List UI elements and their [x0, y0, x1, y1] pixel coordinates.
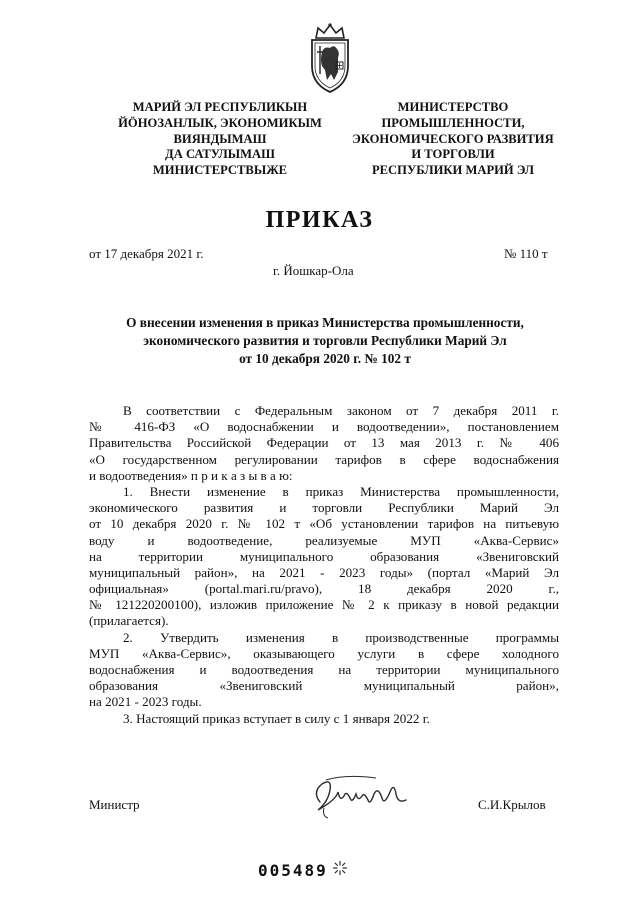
- header-right-line: И ТОРГОВЛИ: [411, 147, 495, 162]
- body-line: на 2021 - 2023 годы.: [89, 694, 202, 710]
- header-right-line: МИНИСТЕРСТВО: [397, 100, 509, 114]
- body-line: муниципальный район», на 2021 - 2023 годы» (портал «Марий Эл: [89, 564, 559, 580]
- header-left-line: МИНИСТЕРСТВЫЖЕ: [152, 163, 288, 178]
- document-date: от 17 декабря 2021 г.: [89, 246, 204, 261]
- body-line: 3. Настоящий приказ вступает в силу с 1 января 2022 г.: [123, 710, 430, 726]
- signatory-position: Министр: [89, 797, 140, 812]
- header-russian-name: [338, 100, 568, 179]
- asterisk-stamp-icon: [332, 860, 348, 876]
- body-line: воду и водоотведение, реализуемые МУП «Аква-Сервис»: [89, 532, 559, 548]
- body-line: 2. Утвердить изменения в производственные программы: [123, 629, 559, 645]
- document-body: [89, 403, 559, 727]
- header-left-line: ВИЯНДЫМАШ: [173, 131, 267, 146]
- body-line: (прилагается).: [89, 613, 169, 629]
- body-line: № 416-ФЗ «О водоснабжении и водоотведении», постановлением: [89, 419, 559, 435]
- document-city: г. Йошкар-Ола: [273, 263, 354, 278]
- document-subject: [80, 314, 570, 368]
- header-right-line: ПРОМЫШЛЕННОСТИ,: [381, 115, 525, 130]
- document-title: ПРИКАЗ: [265, 207, 374, 233]
- body-line: официальная» (portal.mari.ru/pravo), 18 декабря 2020 г.,: [89, 581, 559, 597]
- body-line: № 121220200100), изложив приложение № 2 к приказу в новой редакции: [89, 597, 559, 613]
- header-mari-name: [105, 100, 335, 179]
- header-left-line: ДА САТУЛЫМАШ: [165, 147, 275, 162]
- body-line: 1. Внести изменение в приказ Министерства промышленности,: [123, 483, 559, 499]
- body-line: В соответствии с Федеральным законом от 7 декабря 2011 г.: [123, 403, 559, 418]
- header-left-line: ЙӦНОЗАНЛЫК, ЭКОНОМИКЫМ: [118, 115, 322, 130]
- body-line: водоснабжения и водоотведения на территории муниципального: [89, 662, 559, 677]
- body-line: от 10 декабря 2020 г. № 102 т «Об установлении тарифов на питьевую: [89, 516, 559, 532]
- body-line: на территории муниципального образования «Звениговский: [89, 548, 559, 564]
- subject-line: экономического развития и торговли Республики Марий Эл: [143, 333, 507, 348]
- body-line: экономического развития и торговли Республики Марий Эл: [89, 500, 559, 516]
- serial-number: 005489: [258, 861, 328, 880]
- subject-line: от 10 декабря 2020 г. № 102 т: [239, 351, 411, 366]
- body-line: и водоотведения» п р и к а з ы в а ю:: [89, 467, 293, 483]
- header-right-line: РЕСПУБЛИКИ МАРИЙ ЭЛ: [371, 163, 535, 178]
- signatory-name: С.И.Крылов: [478, 797, 546, 812]
- body-line: МУП «Аква-Сервис», оказывающего услуги в сфере холодного: [89, 645, 559, 661]
- header-left-line: МАРИЙ ЭЛ РЕСПУБЛИКЫН: [132, 100, 308, 114]
- header-right-line: ЭКОНОМИЧЕСКОГО РАЗВИТИЯ: [352, 131, 554, 146]
- handwritten-signature: [306, 772, 416, 820]
- coat-of-arms-icon: [300, 22, 360, 94]
- body-line: образования «Звениговский муниципальный район»,: [89, 678, 559, 694]
- subject-line: О внесении изменения в приказ Министерства промышленности,: [126, 315, 524, 330]
- document-number: № 110 т: [504, 246, 548, 261]
- body-line: «О государственном регулировании тарифов в сфере водоснабжения: [89, 451, 559, 467]
- body-line: Правительства Российской Федерации от 13 мая 2013 г. № 406: [89, 435, 559, 451]
